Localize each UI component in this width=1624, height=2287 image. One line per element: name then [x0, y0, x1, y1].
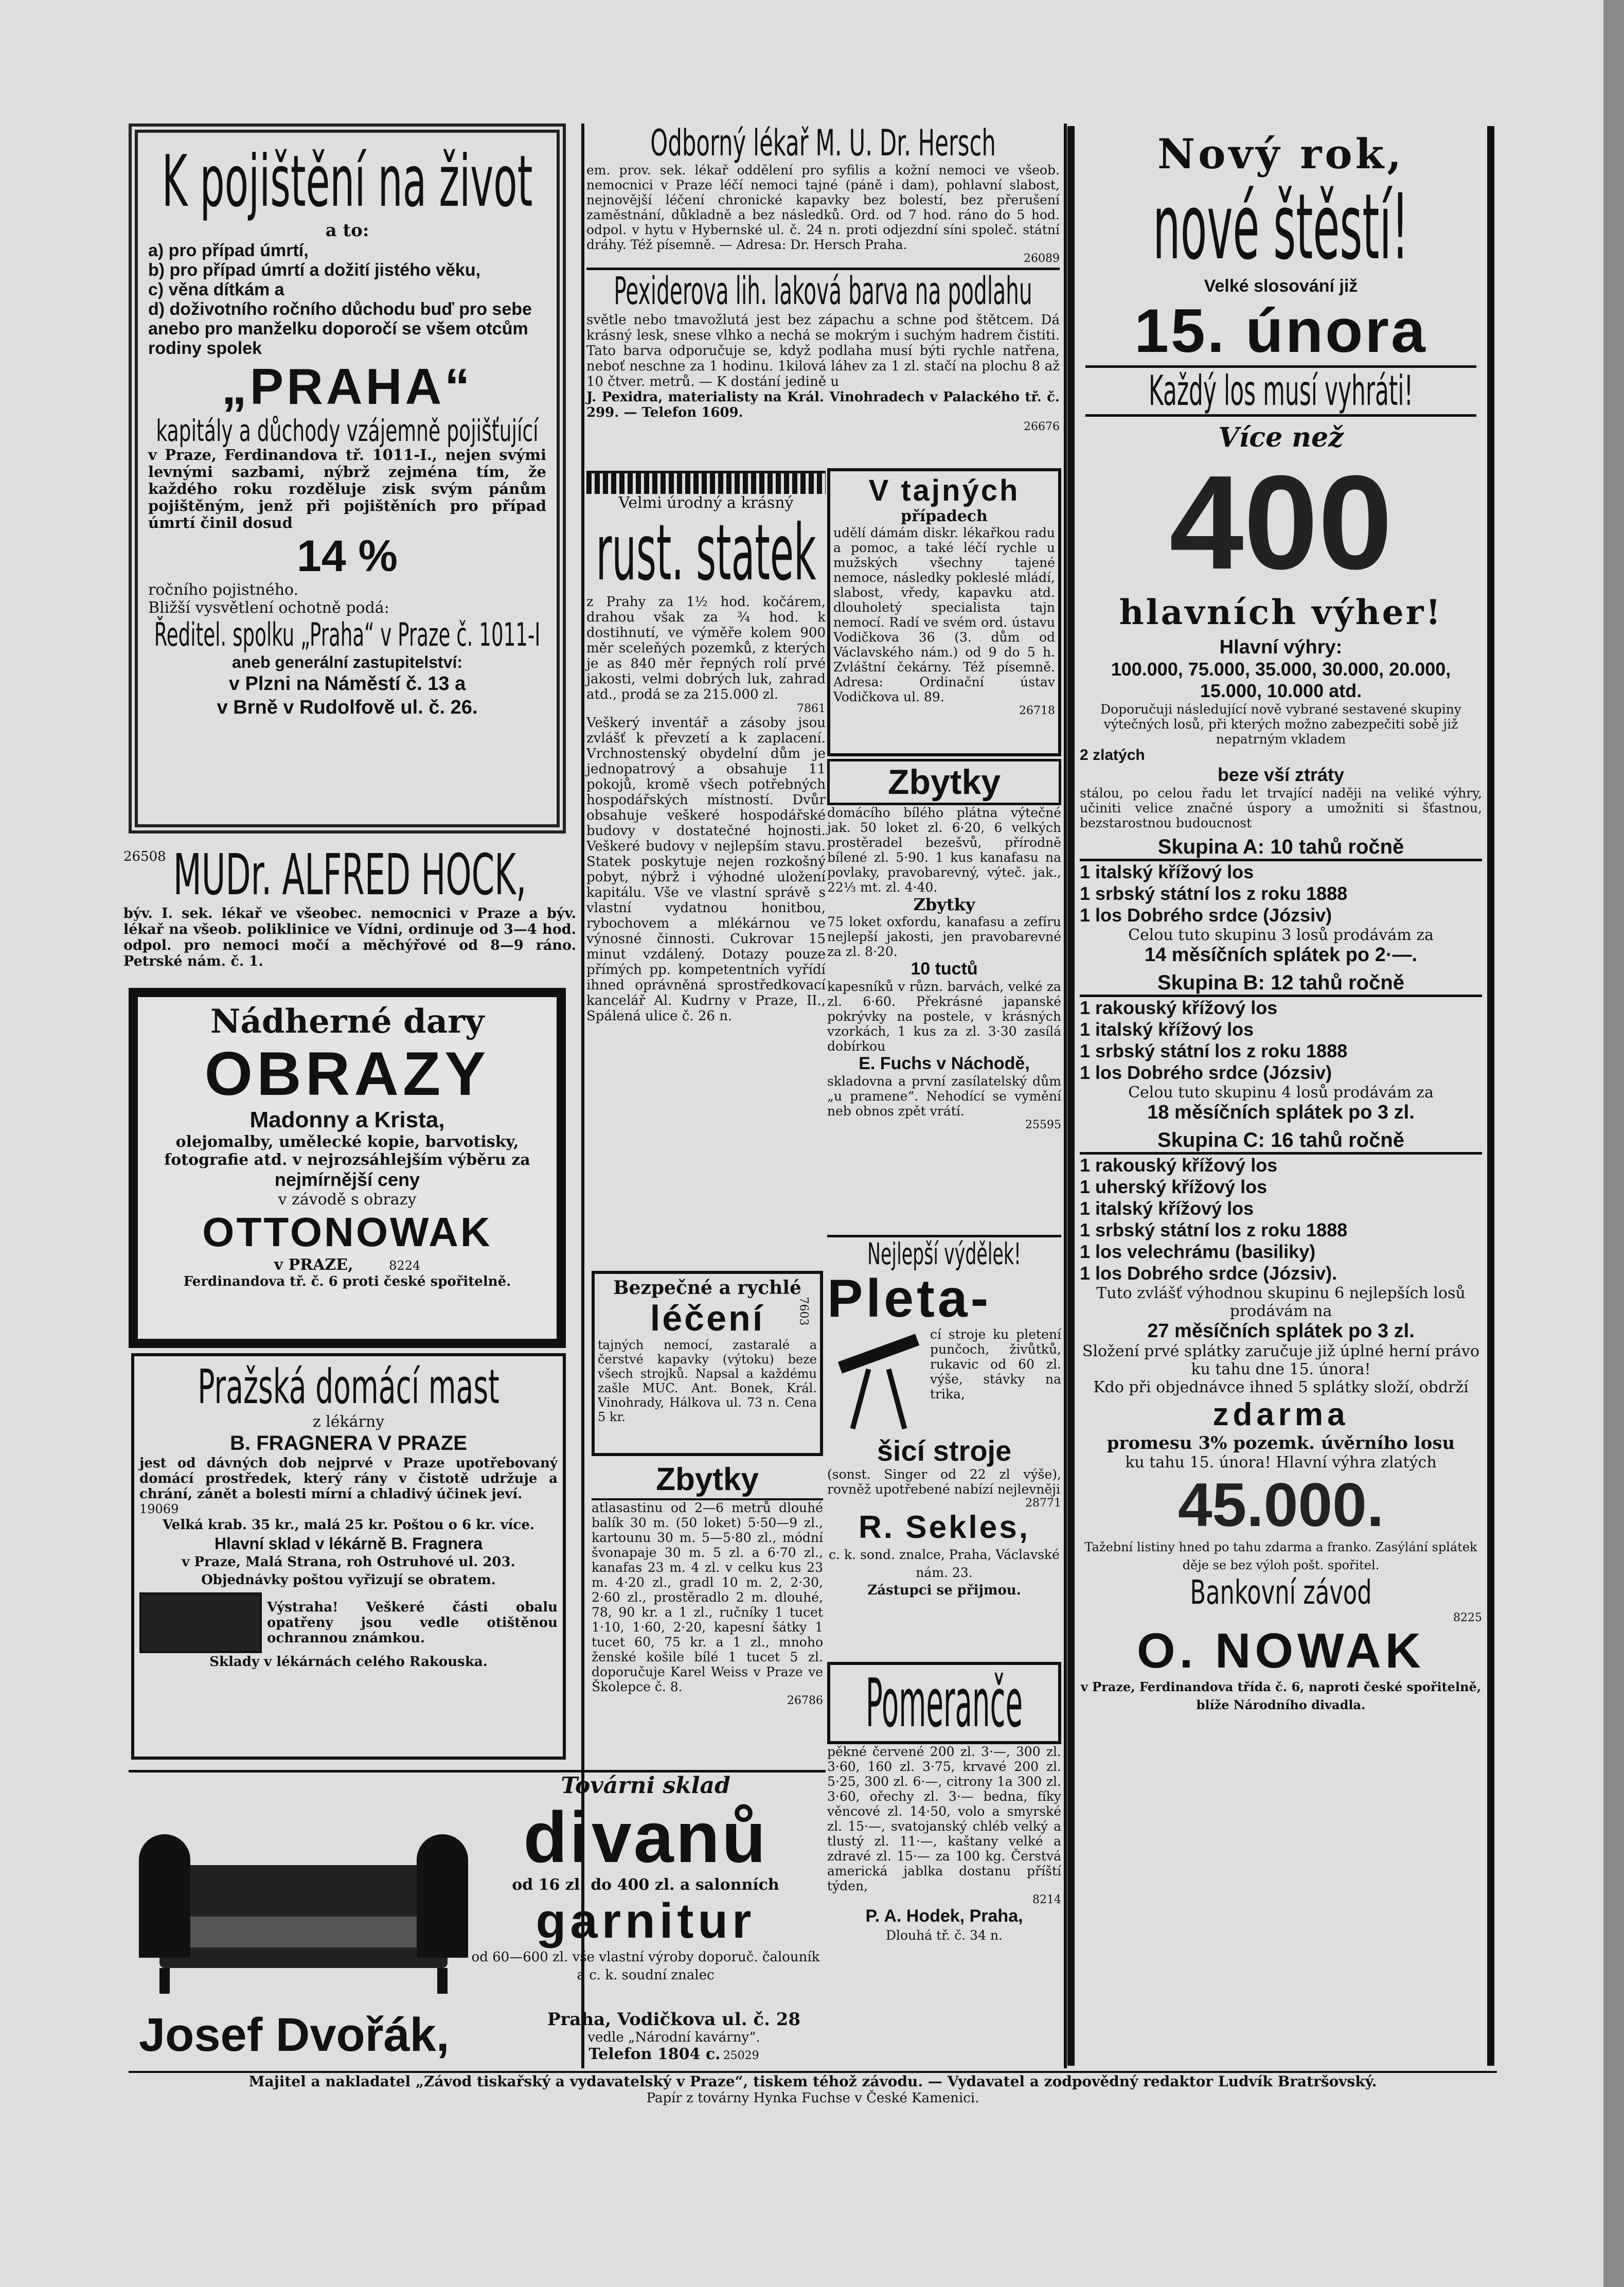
ad-obrazy-firm: OTTONOWAK — [202, 1209, 492, 1255]
ad-hersch — [586, 122, 1060, 265]
ad-zbytky2 — [592, 1461, 823, 1790]
ad-zbytky1-text: domácího bílého plátna výtečné jak. 50 loket zl. 6·20, 6 velkých prostěradel bezešvů, přírodně bílené zl. 5·90. 1 kus kanafasu na povlaky, pravobarevný, výteč. jak., 22⅓ mt. zl. 4·40. — [827, 805, 1061, 895]
ad-obrazy-big: OBRAZY — [204, 1039, 490, 1108]
ad-loterie-addr: v Praze, Ferdinandova třída č. 6, naproti české spořitelně, blíže Národního divadla. — [1080, 1679, 1482, 1712]
ad-divanu — [129, 1770, 826, 2066]
ad-loterie-groupA: Skupina A: 10 tahů ročně — [1080, 836, 1482, 861]
ad-zbytky1-firm: E. Fuchs v Náchodě, — [859, 1054, 1030, 1073]
ad-obrazy — [129, 988, 566, 1348]
ad-pojisteni-agencies: aneb generální zastupitelství: — [231, 653, 463, 671]
ad-obrazy-text: olejomalby, umělecké kopie, barvotisky, fotografie atd. v nejrozsáhlejším výběru za — [164, 1133, 530, 1169]
ad-loterie-text: Doporučuji následující nově vybrané sestavené skupiny výtečných losů, při kterých možno zabezpečiti sobě již nepatrným vkladem — [1100, 702, 1461, 747]
ad-loterie-must: Každý los musí vyhráti! — [1085, 365, 1476, 417]
ad-loterie-first: Složení prvé splátky zaručuje již úplné herní právo ku tahu dne 15. února! — [1082, 1342, 1480, 1378]
ad-loterie-zlatych: 2 zlatých — [1080, 747, 1145, 764]
ad-loterie-groupA-rates: 14 měsíčních splátek po 2·—. — [1144, 944, 1418, 966]
ad-pexider-title: Pexiderova lih. laková barva na podlahu — [614, 269, 1032, 313]
ad-loterie-groupC-item: 1 italský křížový los — [1080, 1198, 1254, 1219]
ad-statek-text: z Prahy za 1½ hod. kočárem, drahou však za ¾ hod. k dostihnutí, ve výměře kolem 900 měr sceleňých pozemků, z kterých je as 840 měr řepných rolí prvé jakosti, velmi dobrých luk, zahrad atd., prodá se za 215.000 zl. — [586, 594, 826, 702]
ad-vydelek-big2: šicí stroje — [877, 1434, 1012, 1467]
ad-loterie-count: 400 — [1169, 448, 1393, 597]
footer-line2: Papír z továrny Hynka Fuchse v České Kamenici. — [646, 2090, 979, 2106]
ad-zbytky1-num: 25595 — [1025, 1119, 1061, 1131]
ad-vydelek-text: cí stroje ku pletení punčoch, živůtků, rukavic od 60 zl. výše, stávky na trika, — [930, 1327, 1061, 1402]
ad-mast-warning: Výstraha! Veškeré části obalu opatřeny jsou vedle otištěnou ochrannou známkou. — [267, 1600, 558, 1646]
ad-loterie-groupC-item: 1 los Dobrého srdce (Józsiv). — [1080, 1263, 1337, 1284]
ad-zbytky2-num: 26786 — [787, 1694, 823, 1707]
ad-loterie-groupC: Skupina C: 16 tahů ročně — [1080, 1129, 1482, 1155]
ad-hersch-text: em. prov. sek. lékař oddělení pro syfilis a kožní nemoci ve všeob. nemocnici v Praze léčí nemoci tajné (páně i dam), pohlavní slabost, nejnovější léčení chronické kapavky bez bolestí, bez přerušení zaměstnání, důkladně a bez následků. Ord. od 7 hod. ráno do 5 hod. odpol. v hytu v Hybernské ul. č. 24 n. proti odjezdní síni společ. státní dráhy. Též písemně. — Adresa: Dr. Hersch Praha. — [586, 163, 1060, 252]
ad-loterie-groupA-text: Celou tuto skupinu 3 losů prodávám za — [1128, 926, 1434, 944]
ad-pojisteni-ato: a to: — [325, 220, 369, 241]
ad-vydelek-num: 28771 — [1025, 1497, 1061, 1510]
ad-pojisteni-item-d: d) doživotního ročního důchodu buď pro sebe anebo pro manželku doporočí se všem otcům rodiny spolek — [148, 299, 532, 358]
ad-divanu-addr: Praha, Vodičkova ul. č. 28 — [547, 2009, 801, 2030]
ad-obrazy-store: v závodě s obrazy — [278, 1191, 417, 1209]
ad-zbytky2-text: atlasastinu od 2—6 metrů dlouhé balík 30 m. (50 loket) 5·50—9 zl., kartounu 30 m. 5—5·80 zl., módní švonapaje 30 m. 5 zl. a 6·70 zl., kanafas 23 m. 4 zl. v celku kus 23 m. 4·20 zl., gradl 10 m. 2, 2·30, 2·60 zl., prostěradlo 2 m. dlouhé, 78, 90 kr. a 1 zl., ručníky 1 tucet 1·10, 1·60, 2·20, kapesní šátky 1 tucet 60, 75 kr. a 1 zl., mnoho ženské košile bílé 1 tucet 5 zl. doporučuje Karel Weiss v Praze ve Školepce č. 8. — [592, 1500, 823, 1694]
ad-pojisteni — [129, 123, 566, 834]
ad-vydelek-agents: Zástupci se přijmou. — [867, 1583, 1021, 1598]
ad-pexider-text: světle nebo tmavožlutá jest bez zápachu a schne pod štětcem. Dá krásný lesk, snese vlhko a nechá se mokrým i suchým hadrem čistiti. Tato barva odporučuje se, když podlaha musí býti rychle natřena, neboť neschne za 1 hodinu. 1kilová láhev za 1 zl. stačí na plochu 8 až 10 čtver. metrů. — K dostání jedině u — [586, 312, 1060, 389]
ornament-bar — [586, 473, 826, 494]
ad-pomerance — [827, 1662, 1061, 2068]
ad-obrazy-prices: nejmírnější ceny — [274, 1169, 420, 1190]
ad-loterie-groupB-item: 1 los Dobrého srdce (Józsiv) — [1080, 1062, 1332, 1083]
ad-hock-name: MUDr. ALFRED HOCK, — [173, 842, 527, 908]
ad-obrazy-addr2: Ferdinandova tř. č. 6 proti české spořitelně. — [183, 1274, 511, 1289]
ad-divanu-big: divanů — [523, 1797, 768, 1877]
ad-pexider-seller: J. Pexidra, materialisty na Král. Vinohradech v Palackého tř. č. 299. — Telefon 1609. — [586, 389, 1060, 420]
ad-pojisteni-headline: K pojištění na život — [162, 140, 533, 223]
ad-statek-text2: Veškerý inventář a zásoby jsou zvlášť k převzetí a k zaplacení. Vrchnostenský obydelní dům je jednopatrový a obsahuje 11 pokojů, kromě všech potřebných hospodářských místností. Dvůr obsahuje veškeré hospodářské budovy v dostatečné hojnosti. Veškeré budovy v nejlepším stavu. Statek poskytuje nejen rozkošný pobyt, nýbrž i výhodné uložení kapitálu. Vše ve vlastní správě s vlastní vydatnou honitbou, rybochovem a mlékárnou ve výnosné činnosti. Cukrovar 15 minut vzdálený. Dotazy pouze přímých pp. kompetentních vyřídí ihned oprávněná sprostředkovací kancelář Al. Kudrny v Praze, II., Spálená ulice č. 26 n. — [586, 715, 826, 1024]
ad-pomerance-addr: Dlouhá tř. č. 34 n. — [886, 1928, 1003, 1943]
ad-statek-top: Velmi úrodný a krásný — [618, 494, 794, 512]
ad-divanu-big2: garnitur — [536, 1893, 756, 1948]
ad-loterie-groupB-item: 1 srbský státní los z roku 1888 — [1080, 1040, 1348, 1061]
ad-zbytky1-title: Zbytky — [827, 759, 1061, 805]
ad-pojisteni-text: v Praze, Ferdinandova tř. 1011-I., nejen svými levnými sazbami, nýbrž zejména tím, že každého roku rozděluje zisk svým pánům pojištěným, jenž při pojištěních pro případ úmrtí činil dosud — [148, 446, 546, 531]
ad-tajnych-text: udělí dámám diskr. lékařkou radu a pomoc, a také léčí rychle u mužských všechny tajené nemoce, následky pokleslé mládí, slabost, vředy, kapavku atd. dlouholetý specialista tajn nemocí. Radí ve svém ord. ústavu Vodičkova 36 (3. dům od Václavského nám.) od 9 do 5 h. Zvláštní čekárny. Též písemně. Adresa: Ordinační ústav Vodičkova ul. 89. — [833, 525, 1055, 704]
ad-statek-big: rust. statek — [596, 508, 816, 598]
ad-divanu-price: od 16 zl. do 400 zl. a salonních — [512, 1876, 779, 1894]
ad-pojisteni-percent: 14 % — [296, 531, 398, 581]
ad-loterie-lists: Tažební listiny hned po tahu zdarma a franko. Zasýlání splátek děje se bez výloh pošt. spořitel. — [1084, 1540, 1477, 1572]
ad-vydelek — [827, 1235, 1061, 1598]
ad-loterie-sum: 45.000. — [1177, 1470, 1384, 1539]
column-divider-2 — [1064, 123, 1067, 2068]
ad-pojisteni-item-a: a) pro případ úmrtí, — [148, 241, 309, 260]
ad-pojisteni-name: „PRAHA“ — [221, 358, 473, 415]
ad-loterie-big: nové štěstí! — [1153, 174, 1409, 280]
ad-hock — [123, 844, 576, 972]
ad-vydelek-addr: c. k. sond. znalce, Praha, Václavské nám. 23. — [829, 1547, 1060, 1580]
ad-loterie-risk: beze vší ztráty — [1217, 764, 1345, 785]
ad-zbytky1-text2: 75 loket oxfordu, kanafasu a zefíru nejlepší jakosti, jen pravobarevné za zl. 8·20. — [827, 914, 1061, 959]
ad-pomerance-num: 8214 — [1032, 1893, 1061, 1906]
ad-leceni-big: léčení — [650, 1298, 765, 1338]
ad-zbytky1-tuctu: 10 tuctů — [911, 959, 978, 979]
ad-tajnych-title: V tajných — [868, 474, 1020, 507]
footer-line1: Majitel a nakladatel „Závod tiskařský a vydavatelský v Praze“, tiskem téhož závodu. — Vydavatel a zodpovědný redaktor Ludvík Bratršovský. — [248, 2073, 1377, 2090]
ad-loterie-groupA-item: 1 los Dobrého srdce (Józsiv) — [1080, 905, 1332, 926]
ad-loterie-prizes-title: Hlavní výhry: — [1219, 636, 1343, 658]
ad-loterie-bank: Bankovní závod — [1190, 1574, 1372, 1612]
ad-vydelek-title: Nejlepší výdělek! — [867, 1236, 1022, 1271]
ad-mast-orders: Objednávky poštou vyřizují se obratem. — [201, 1572, 496, 1588]
ad-mast — [131, 1353, 566, 1760]
ad-leceni-num: 7603 — [797, 1297, 810, 1326]
ad-vydelek-firm: R. Sekles, — [859, 1510, 1030, 1545]
ad-hersch-num: 26089 — [1024, 252, 1060, 265]
ad-loterie-promesa2: ku tahu 15. února! Hlavní výhra zlatých — [1125, 1453, 1437, 1472]
ad-divanu-addr2: vedle „Národní kavárny“. — [587, 2030, 760, 2045]
ad-mast-prices: Velká krab. 35 kr., malá 25 kr. Poštou o 6 kr. více. — [163, 1517, 534, 1533]
ad-zbytky1-text3: kapesníků v různ. barvách, velké za zl. 6·60. Překrásné japanské pokrývky na postele, v krásných vzorkách, 1 kus za zl. 3·30 zasílá dobírkou — [827, 979, 1061, 1054]
ad-pojisteni-item-c: c) věna dítkám a — [148, 280, 284, 299]
ad-vydelek-text2: (sonst. Singer od 22 zl výše), rovněž upotřebené nabízí nejlevněji — [827, 1467, 1061, 1497]
ad-pojisteni-explain: Bližší vysvětlení ochotně podá: — [148, 599, 389, 617]
ad-pojisteni-brno: v Brně v Rudolfově ul. č. 26. — [217, 697, 478, 718]
ad-loterie-promesa: promesu 3% pozemk. úvěrního losu — [1107, 1433, 1455, 1453]
ad-loterie-prizes: 100.000, 75.000, 35.000, 30.000, 20.000, 15.000, 10.000 atd. — [1111, 659, 1451, 701]
ad-loterie — [1067, 126, 1494, 2066]
ad-pojisteni-office: Ředitel. spolku „Praha“ v Praze č. 1011-I — [154, 616, 541, 653]
ad-loterie-free: zdarma — [1212, 1397, 1349, 1432]
ad-statek-num: 7861 — [797, 702, 826, 715]
ad-divanu-text: od 60—600 zl. vše vlastní výroby doporuč. čalouník a c. k. soudní znalec — [471, 1949, 820, 1983]
ad-pojisteni-item-b: b) pro případ úmrtí a dožití jistého věku, — [148, 260, 481, 280]
ad-pomerance-firm: P. A. Hodek, Praha, — [865, 1906, 1023, 1926]
ad-loterie-num: 8225 — [1453, 1611, 1482, 1624]
ad-loterie-order: Kdo při objednávce ihned 5 splátky složí, obdrží — [1093, 1378, 1469, 1396]
ad-hock-num: 26508 — [123, 849, 166, 864]
ad-obrazy-addr: v PRAZE, — [274, 1256, 353, 1274]
ad-divanu-name: Josef Dvořák, — [139, 2009, 450, 2061]
ad-mast-stores: Sklady v lékárnách celého Rakouska. — [209, 1654, 488, 1670]
ad-loterie-firm: O. NOWAK — [1137, 1623, 1425, 1678]
ad-tajnych — [827, 468, 1061, 756]
ad-mast-from: z lékárny — [312, 1413, 385, 1431]
ad-mast-addr: v Praze, Malá Strana, roh Ostruhové ul. 203. — [182, 1554, 515, 1570]
ad-loterie-more: Více než — [1218, 422, 1344, 453]
ad-divanu-phone: Telefon 1804 c. — [588, 2045, 721, 2063]
ad-loterie-groupA-item: 1 italský křížový los — [1080, 861, 1254, 882]
ad-pojisteni-plzen: v Plzni na Náměstí č. 13 a — [228, 673, 466, 695]
page-edge-right — [1603, 0, 1624, 2287]
ad-pojisteni-sub: kapitály a důchody vzájemně pojišťující — [156, 413, 539, 448]
sofa-illustration-icon — [139, 1803, 468, 1999]
ad-zbytky1-text4: skladovna a první zasílatelský dům „u pramene“. Nehodící se vymění neb obnos zpět vrátí. — [827, 1074, 1061, 1119]
ad-pexider — [586, 268, 1060, 468]
ad-obrazy-num: 8224 — [389, 1258, 421, 1273]
ad-statek — [586, 471, 826, 1273]
ad-loterie-text2: stálou, po celou řadu let trvající naději na veliké výhry, učiniti velice značné úspory a umožniti si šťastnou, bezstarostnou budoucnost — [1080, 786, 1482, 830]
ad-loterie-groupC-item: 1 los velechrámu (basiliky) — [1080, 1241, 1316, 1262]
ad-divanu-top: Továrni sklad — [561, 1772, 730, 1799]
ad-loterie-groupC-item: 1 srbský státní los z roku 1888 — [1080, 1219, 1348, 1240]
ad-loterie-groupC-item: 1 uherský křížový los — [1080, 1176, 1268, 1197]
ad-leceni-text: tajných nemocí, zastaralé a čerstvé kapavky (výtoku) beze všech strojků. Napsal a každému zašle MUC. Ant. Bonek, Král. Vinohrady, Hálkova ul. 73 n. Cena 5 kr. — [598, 1338, 817, 1424]
ad-loterie-main: hlavních výher! — [1119, 592, 1443, 632]
ad-leceni-title: Bezpečné a rychlé — [613, 1277, 801, 1299]
ad-tajnych-sub: případech — [901, 507, 988, 525]
ad-loterie-groupB-rates: 18 měsíčních splátek po 3 zl. — [1147, 1102, 1415, 1123]
ad-hock-text: býv. I. sek. lékař ve všeobec. nemocnici v Praze a býv. lékař na všeob. poliklinice ve Vídni, ordinuje od 3—4 hod. odpol. pro nemoci močí a měchýřové od 8—9 ráno. Petrské nám. č. 1. — [123, 906, 576, 969]
knitting-machine-icon — [827, 1327, 930, 1435]
ad-zbytky1-zbytky: Zbytky — [913, 895, 975, 914]
ad-obrazy-madonny: Madonny a Krista, — [249, 1107, 445, 1132]
ad-loterie-groupB-text: Celou tuto skupinu 4 losů prodávám za — [1128, 1084, 1434, 1102]
ad-tajnych-num: 26718 — [1019, 704, 1055, 717]
ad-loterie-date: 15. února — [1134, 296, 1427, 365]
ad-loterie-groupB-item: 1 rakouský křížový los — [1080, 997, 1278, 1018]
ad-mast-firm: B. FRAGNERA V PRAZE — [230, 1432, 467, 1455]
ad-mast-num: 19069 — [139, 1502, 179, 1516]
ad-loterie-groupC-item: 1 rakouský křížový los — [1080, 1155, 1278, 1176]
ad-loterie-groupC-rates: 27 měsíčních splátek po 3 zl. — [1147, 1320, 1415, 1342]
ad-loterie-groupC-text: Tuto zvlášť výhodnou skupinu 6 nejlepších losů prodávám na — [1096, 1284, 1466, 1320]
ad-pojisteni-after: ročního pojistného. — [148, 581, 299, 599]
ad-hersch-title: Odborný lékař M. U. Dr. Hersch — [650, 122, 996, 164]
ad-loterie-groupB-item: 1 italský křížový los — [1080, 1019, 1254, 1040]
ad-pomerance-text: pěkné červené 200 zl. 3·—, 300 zl. 3·60, 160 zl. 3·75, krvavé 200 zl. 5·25, 300 zl. 6·—, citrony 1a 300 zl. 3·60, ořechy zl. 3·— bedna, fíky věncové zl. 14·50, volo a smyrské zl. 15·—, svatojanský chléb velký a tlustý zl. 11·—, kaštany velké a zdravé zl. 15·— za 100 kg. Čerstvá americká jablka dostanu příští týden, — [827, 1744, 1061, 1893]
ad-obrazy-top: Nádherné dary — [210, 1002, 485, 1041]
ad-mast-text: jest od dávných dob nejprvé v Praze upotřebovaný domácí prostředek, který rány v čistotě udržuje a chrání, zánět a bolesti mírní a chladivý účinek jeví. — [139, 1456, 558, 1502]
ad-vydelek-big: Pleta- — [827, 1269, 992, 1328]
ad-loterie-groupB: Skupina B: 12 tahů ročně — [1080, 971, 1482, 997]
ad-leceni — [592, 1271, 823, 1456]
ad-pomerance-title: Pomeranče — [865, 1664, 1023, 1742]
ad-mast-headline: Pražská domácí mast — [198, 1359, 499, 1414]
ad-loterie-top: Nový rok, — [1157, 130, 1405, 178]
ad-loterie-draw: Velké slosování již — [1204, 276, 1358, 296]
ad-zbytky1 — [827, 759, 1061, 1232]
ad-divanu-num: 25029 — [723, 2049, 759, 2062]
ointment-box-icon — [139, 1592, 262, 1653]
ad-mast-main: Hlavní sklad v lékárně B. Fragnera — [214, 1534, 483, 1553]
ad-pexider-num: 26676 — [1024, 420, 1060, 433]
footer — [129, 2071, 1497, 2107]
ad-zbytky2-title: Zbytky — [592, 1461, 823, 1500]
ad-loterie-groupA-item: 1 srbský státní los z roku 1888 — [1080, 883, 1348, 904]
